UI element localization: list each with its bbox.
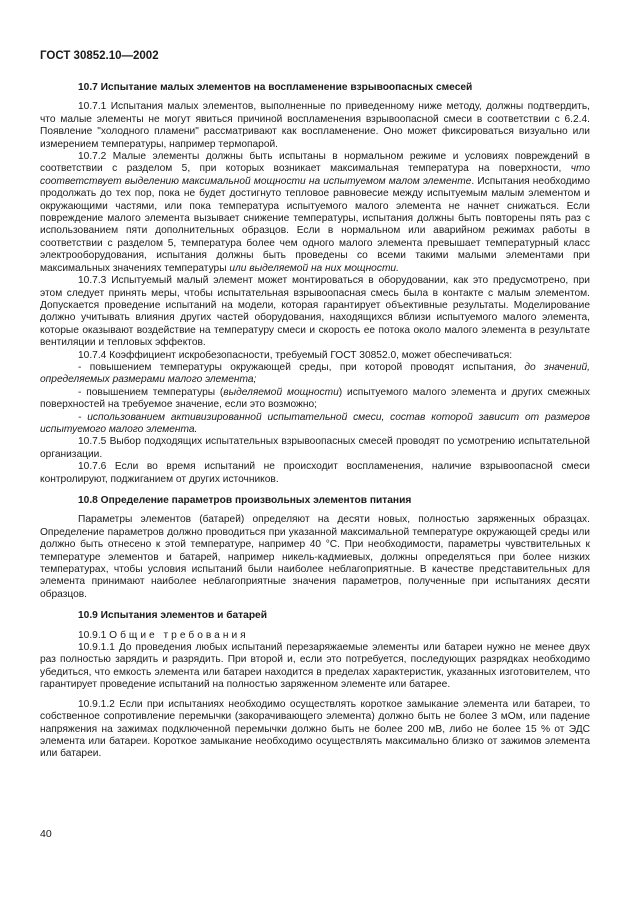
section-heading-10-7: 10.7 Испытание малых элементов на воспламенение взрывоопасных смесей xyxy=(78,82,473,93)
paragraph-10-7-4: 10.7.4 Коэффициент искробезопасности, требуемый ГОСТ 30852.0, может обеспечиваться: xyxy=(78,349,513,361)
section-heading-10-9: 10.9 Испытания элементов и батарей xyxy=(78,610,267,622)
paragraph-10-9-1-1: 10.9.1.1 До проведения любых испытаний перезаряжаемые элементы или батареи нужно не менее двух раз полностью зарядить и разрядить. При второй и, если это потребуется, последующих разрядках необходимо убедиться, что емкость элемента или батареи находится в пределах характеристик, указанных изготовителем, что гарантирует проведение испытаний на полностью заряженном элементе или батарее. xyxy=(40,642,590,691)
subsection-title: Общие требования xyxy=(109,629,249,641)
subsection-number: 10.9.1 xyxy=(78,629,107,641)
paragraph-10-7-6: 10.7.6 Если во время испытаний не происходит воспламенения, наличие взрывоопасной смеси контролируют, поджиганием от других источников. xyxy=(40,461,590,485)
page-number: 40 xyxy=(40,828,52,840)
document-code-header: ГОСТ 30852.10—2002 xyxy=(40,50,159,62)
paragraph-10-8: Параметры элементов (батарей) определяют на десяти новых, полностью заряженных образцах. Определение параметров должно проводиться при указанной максимальной температуре окружающей среды или должно быть отнесено к этой температуре, например 40 °С. При необходимости, параметры чувствительных к температуре элементов и батарей, например никель-кадмиевых, должны определяться при более низких температурах, чтобы условия испытаний были наиболее неблагоприятные. В качестве представительных для элемента принимают наиболее неблагоприятные значения параметров, полученные при испытаниях десяти образцов. xyxy=(40,514,590,600)
paragraph-10-7-5: 10.7.5 Выбор подходящих испытательных взрывоопасных смесей проводят по усмотрению испытательной организации. xyxy=(40,436,590,460)
italic-run: что соответствует выделению максимальной мощности на испытуемом малом элементе xyxy=(40,163,590,187)
list-item-2 xyxy=(40,387,590,412)
italic-run: до значений, определяемых размерами малого элемента; xyxy=(40,361,590,386)
italic-run: выделяемой мощности xyxy=(223,386,339,398)
text-run: 10.7.2 Малые элементы должны быть испытаны в нормальном режиме и условиях повреждений в соответствии с разделом 5, при которых возникает максимальная температура на поверхности, xyxy=(40,151,590,175)
list-item-3 xyxy=(40,412,590,437)
italic-run: или выделяемой на них мощности. xyxy=(229,262,399,274)
italic-run: - использованием активизированной испытательной смеси, состав которой зависит от размеров испытуемого малого элемента. xyxy=(40,411,590,435)
paragraph-10-7-1: 10.7.1 Испытания малых элементов, выполненные по приведенному ниже методу, должны подтвердить, что малые элементы не могут явиться причиной воспламенения взрывоопасной смеси в соответствии с 6.2.4. Появление "холодного пламени" рассматривают как воспламенение. Оно может фиксироваться визуально или измерением температуры, например термопарой. xyxy=(40,101,590,150)
text-run: ) испытуемого малого элемента и других смежных поверхностей на требуемое значение, если это возможно; xyxy=(40,386,591,411)
paragraph-10-9-1-2: 10.9.1.2 Если при испытаниях необходимо осуществлять короткое замыкание элемента или батареи, то собственное сопротивление перемычки (закорачивающего элемента) должно быть не более 3 мОм, или падение напряжения на зажимах подключенной перемычки должно быть не более 200 мВ, либо не более 15 % от ЭДС элемента или батареи. Короткое замыкание необходимо осуществлять максимально близко от зажимов элемента или батареи. xyxy=(40,698,590,760)
text-run: - повышением температуры окружающей среды, при которой проводят испытания, xyxy=(78,361,525,373)
paragraph-10-7-3: 10.7.3 Испытуемый малый элемент может монтироваться в оборудовании, как это предусмотрено, при этом следует принять меры, чтобы испытательная взрывоопасная смесь была в контакте с малым элементом. Допускается проведение испытаний на модели, которая гарантирует объективные результаты. Моделирование должно учитывать влияния других частей оборудования, находящихся вблизи испытуемого малого элемента, которые оказывают воздействие на температуру смеси и скорость ее потока около малого элемента в результате вентиляции и тепловых эффектов. xyxy=(40,275,590,349)
document-body xyxy=(40,82,590,761)
text-run: . Испытания необходимо продолжать до тех пор, пока не будет достигнуто тепловое равновесие между испытуемым малым элементом и окружающими частями, или пока температура испытуемого малого элемента не начнет снижаться. Если повреждение малого элемента вызывает снижение температуры, испытания должны быть повторены пять раз с использованием пяти дополнительных образцов. Если в нормальном или аварийном режимах работы в соответствии с разделом 5, температура более чем одного малого элемента превышает температурный класс электрооборудования, испытания должны быть проведены со всеми такими малыми элементами при максимальных значениях температуры xyxy=(40,175,590,274)
paragraph-10-7-2 xyxy=(40,151,590,275)
list-item-1 xyxy=(40,362,590,387)
text-run: - повышением температуры ( xyxy=(78,386,224,398)
section-heading-10-8: 10.8 Определение параметров произвольных элементов питания xyxy=(78,495,412,506)
subsection-10-9-1 xyxy=(40,630,590,642)
